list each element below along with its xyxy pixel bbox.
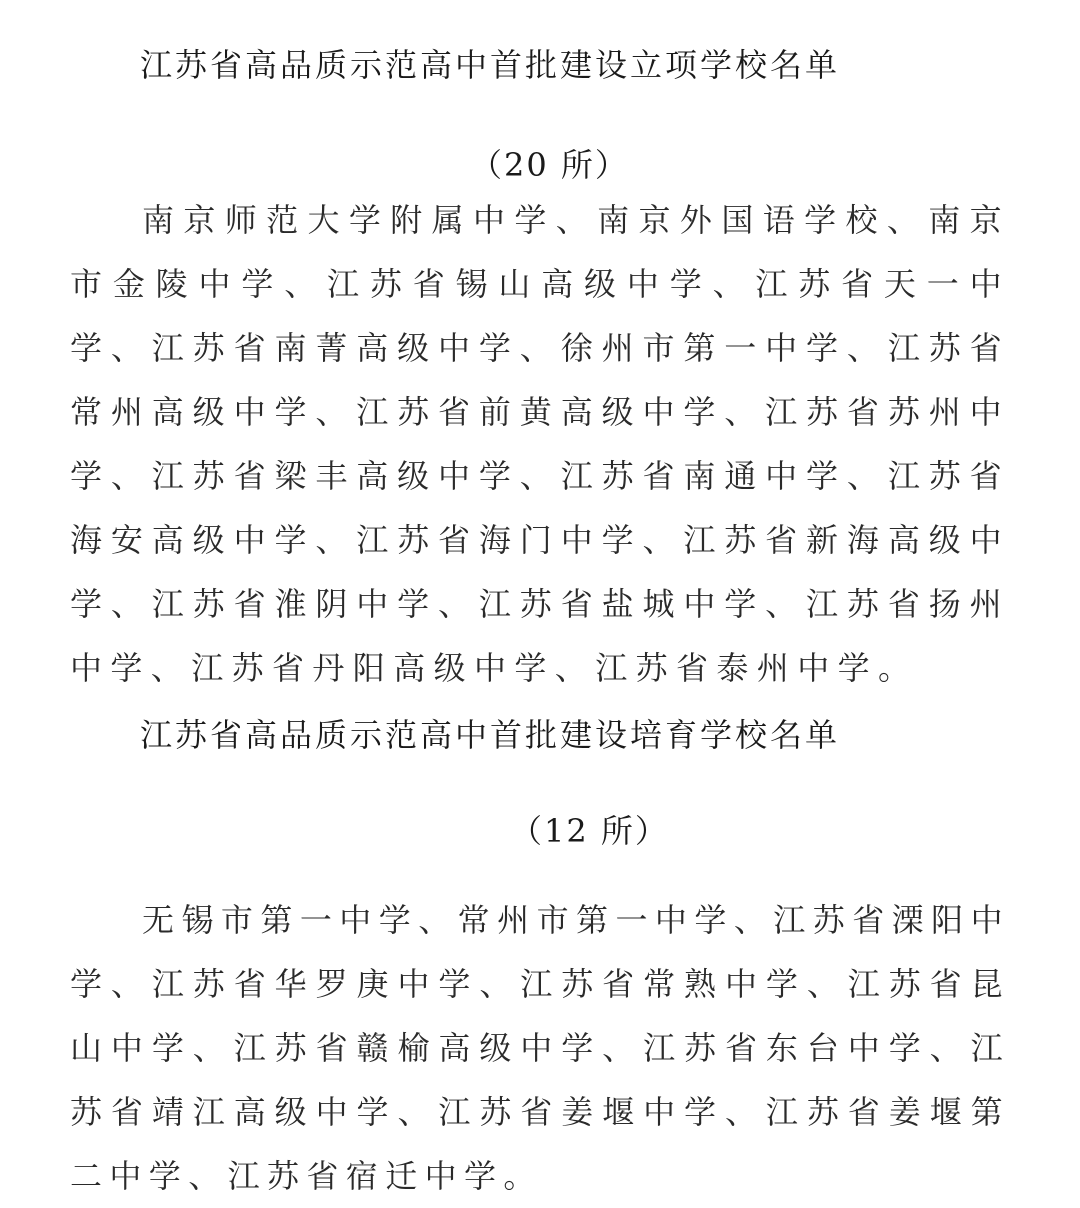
school-count: （20 所） [470, 146, 629, 184]
school-list: 南京师范大学附属中学、南京外国语学校、南京市金陵中学、江苏省锡山高级中学、江苏省天一中学、江苏省南菁高级中学、徐州市第一中学、江苏省常州高级中学、江苏省前黄高级中学、江苏省苏州中学、江苏省梁丰高级中学、江苏省南通中学、江苏省海安高级中学、江苏省海门中学、江苏省新海高级中学、江苏省淮阴中学、江苏省盐城中学、江苏省扬州中学、江苏省丹阳高级中学、江苏省泰州中学。 [70, 201, 1010, 687]
school-list: 无锡市第一中学、常州市第一中学、江苏省溧阳中学、江苏省华罗庚中学、江苏省常熟中学、江苏省昆山中学、江苏省赣榆高级中学、江苏省东台中学、江苏省靖江高级中学、江苏省姜堰中学、江苏省姜堰第二中学、江苏省宿迁中学。 [70, 901, 1010, 1195]
section-title: 江苏省高品质示范高中首批建设立项学校名单 [140, 46, 841, 84]
school-count: （12 所） [510, 812, 669, 850]
section-title: 江苏省高品质示范高中首批建设培育学校名单 [140, 716, 841, 754]
